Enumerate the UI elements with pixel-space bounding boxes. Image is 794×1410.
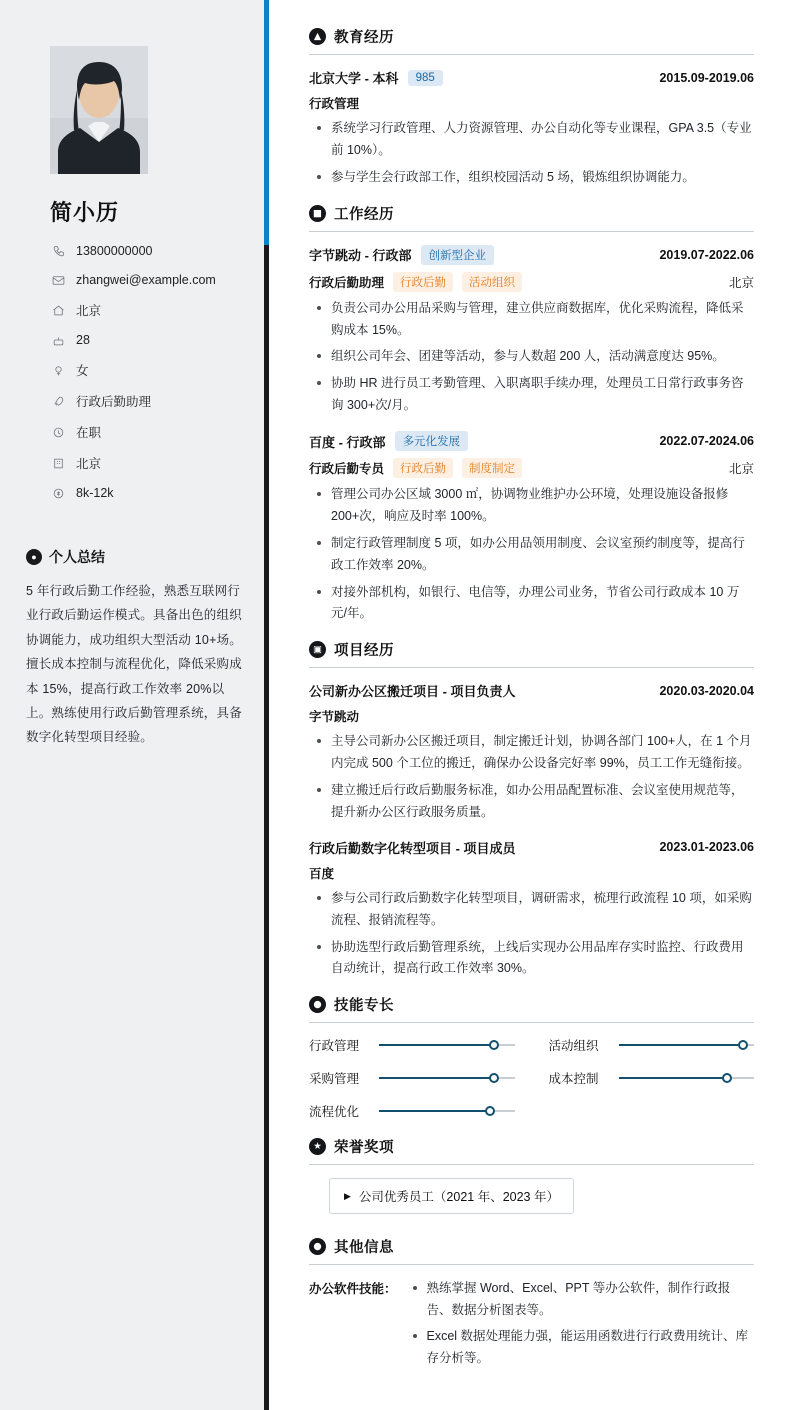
skill-badge: 活动组织 <box>462 272 522 292</box>
section-education <box>309 26 754 189</box>
bullet-list <box>397 1278 754 1370</box>
contact-value: 北京 <box>76 304 102 318</box>
section-skills <box>309 994 754 1120</box>
date-range: 2023.01-2023.06 <box>659 840 754 855</box>
home-icon <box>50 302 66 318</box>
accent-bar <box>264 0 269 245</box>
entry-header <box>309 838 754 857</box>
building-icon <box>50 455 66 471</box>
project-name: 公司新办公区搬迁项目 - 项目负责人 <box>309 684 516 700</box>
contact-list <box>50 243 243 501</box>
bullet-list <box>309 888 754 981</box>
page-title: 简小历 <box>50 200 120 225</box>
school-name: 北京大学 - 本科 <box>309 71 399 86</box>
section-title: 工作经历 <box>334 206 394 223</box>
graduation-cap-icon: ▲ <box>309 28 326 45</box>
skill-fill <box>379 1077 494 1079</box>
role-left <box>309 458 522 478</box>
contact-value: 8k-12k <box>76 486 114 500</box>
contact-item-email <box>50 272 243 288</box>
briefcase-icon: ■ <box>309 205 326 222</box>
contact-value: 在职 <box>76 426 102 440</box>
skill-icon: ● <box>309 996 326 1013</box>
skill-badge: 制度制定 <box>462 458 522 478</box>
skill-row <box>309 1102 515 1120</box>
job-location: 北京 <box>728 462 754 476</box>
skill-fill <box>379 1110 490 1112</box>
list-item: 管理公司办公区域 3000 ㎡，协调物业维护办公环境，处理设施设备报修 200+次，响应及时率 100%。 <box>311 484 754 528</box>
company-name: 字节跳动 - 行政部 <box>309 248 412 264</box>
phone-icon <box>50 243 66 259</box>
skill-fill <box>619 1044 744 1046</box>
section-work <box>309 203 754 626</box>
project-company: 字节跳动 <box>309 710 360 725</box>
project-entry <box>309 838 754 981</box>
entry-header <box>309 245 754 265</box>
award-item[interactable] <box>329 1178 574 1214</box>
skill-row <box>309 1069 515 1087</box>
skill-label: 行政管理 <box>309 1039 360 1054</box>
section-header <box>309 1236 754 1265</box>
list-item: 协助选型行政后勤管理系统，上线后实现办公用品库存实时监控、行政费用自动统计，提高行政工作效率 30%。 <box>311 937 754 981</box>
major: 行政管理 <box>309 97 360 111</box>
skill-knob[interactable] <box>485 1106 495 1116</box>
date-range: 2019.07-2022.06 <box>659 247 754 262</box>
entry-left <box>309 681 516 700</box>
date-range: 2022.07-2024.06 <box>659 434 754 448</box>
entry-left <box>309 431 468 451</box>
entry-left <box>309 68 443 87</box>
company-badge: 多元化发展 <box>395 431 469 451</box>
skill-row <box>549 1069 755 1087</box>
job-title: 行政后勤助理 <box>309 275 385 290</box>
company-badge: 创新型企业 <box>421 245 495 265</box>
status-icon <box>50 424 66 440</box>
contact-item-position <box>50 392 243 410</box>
work-entry <box>309 245 754 417</box>
award-icon: ★ <box>309 1138 326 1155</box>
skill-badge: 行政后勤 <box>393 272 453 292</box>
skills-grid <box>309 1036 754 1120</box>
list-item: 制定行政管理制度 5 项，如办公用品领用制度、会议室预约制度等，提高行政工作效率 20%。 <box>311 533 754 577</box>
project-name: 行政后勤数字化转型项目 - 项目成员 <box>309 840 516 856</box>
section-other <box>309 1236 754 1374</box>
bullet-list <box>309 118 754 189</box>
skill-slider[interactable] <box>379 1110 515 1112</box>
project-icon: ▣ <box>309 641 326 658</box>
skill-fill <box>619 1077 727 1079</box>
award-label: 公司优秀员工（2021 年、2023 年） <box>358 1190 559 1205</box>
contact-item-work-city <box>50 454 243 472</box>
skill-label: 采购管理 <box>309 1072 360 1087</box>
contact-value: 女 <box>76 364 89 378</box>
bullet-list <box>309 484 754 625</box>
entry-left <box>309 245 494 265</box>
list-item: Excel 数据处理能力强，能运用函数进行行政费用统计、库存分析等。 <box>407 1326 754 1370</box>
salary-icon <box>50 485 66 501</box>
cake-icon <box>50 332 66 348</box>
contact-item-salary <box>50 485 243 501</box>
contact-item-city <box>50 301 243 319</box>
section-header <box>309 203 754 232</box>
skill-knob[interactable] <box>489 1040 499 1050</box>
role-row <box>309 458 754 478</box>
contact-value: 北京 <box>76 457 102 471</box>
bullet-list <box>309 731 754 824</box>
contact-value: 28 <box>76 333 90 347</box>
summary-title: 个人总结 <box>49 549 105 565</box>
skill-badge: 行政后勤 <box>393 458 453 478</box>
skill-row <box>309 1036 515 1054</box>
summary-text: 5 年行政后勤工作经验，熟悉互联网行业行政后勤运作模式。具备出色的组织协调能力，成功组织大型活动 10+场。擅长成本控制与流程优化，降低采购成本 15%，提高行政工作效率 20%以上。熟练使用行政后勤管理系统，具备数字化转型项目经验。 <box>26 584 242 745</box>
contact-item-age <box>50 332 243 348</box>
rocket-icon <box>50 393 66 409</box>
date-range: 2020.03-2020.04 <box>659 683 754 698</box>
caret-right-icon: ▶ <box>344 1190 351 1201</box>
contact-value: zhangwei@example.com <box>76 273 216 287</box>
skill-slider[interactable] <box>379 1044 515 1046</box>
list-item: 负责公司办公用品采购与管理，建立供应商数据库，优化采购流程，降低采购成本 15%。 <box>311 298 754 342</box>
main-content <box>269 0 794 1410</box>
skill-row <box>549 1036 755 1054</box>
sidebar <box>0 0 269 1410</box>
section-title: 荣誉奖项 <box>334 1140 394 1157</box>
entry-header <box>309 681 754 700</box>
skill-slider[interactable] <box>619 1044 755 1046</box>
section-header <box>309 639 754 668</box>
list-item: 系统学习行政管理、人力资源管理、办公自动化等专业课程，GPA 3.5（专业前 10%）。 <box>311 118 754 162</box>
job-title: 行政后勤专员 <box>309 462 385 476</box>
skill-label: 成本控制 <box>548 1072 599 1087</box>
section-title: 项目经历 <box>334 643 394 660</box>
contact-value: 13800000000 <box>76 244 153 258</box>
contact-value: 行政后勤助理 <box>76 395 152 409</box>
skill-fill <box>379 1044 494 1046</box>
section-title: 其他信息 <box>334 1240 394 1257</box>
bullet-list <box>309 298 754 417</box>
education-entry <box>309 68 754 189</box>
project-company: 百度 <box>309 866 335 881</box>
list-item: 建立搬迁后行政后勤服务标准，如办公用品配置标准、会议室使用规范等，提升新办公区行政服务质量。 <box>311 780 754 824</box>
section-header <box>309 994 754 1023</box>
entry-header <box>309 68 754 87</box>
list-item: 参与公司行政后勤数字化转型项目，调研需求，梳理行政流程 10 项，如采购流程、报销流程等。 <box>311 888 754 932</box>
avatar <box>50 46 148 174</box>
section-header <box>309 26 754 55</box>
skill-slider[interactable] <box>619 1077 755 1079</box>
skill-label: 活动组织 <box>548 1039 599 1054</box>
contact-item-gender <box>50 361 243 379</box>
summary-heading <box>26 547 243 567</box>
section-title: 教育经历 <box>334 30 394 46</box>
entry-left <box>309 838 516 857</box>
skill-knob[interactable] <box>722 1073 732 1083</box>
list-item: 主导公司新办公区搬迁项目，制定搬迁计划，协调各部门 100+人，在 1 个月内完成 500 个工位的搬迁，确保办公设备完好率 99%，员工工作无缝衔接。 <box>311 731 754 775</box>
info-icon: ● <box>309 1238 326 1255</box>
job-location: 北京 <box>728 275 754 290</box>
contact-item-phone <box>50 243 243 259</box>
list-item: 对接外部机构，如银行、电信等，办理公司业务，节省公司行政成本 10 万元/年。 <box>311 582 754 626</box>
gender-icon <box>50 362 66 378</box>
section-projects <box>309 639 754 980</box>
work-entry <box>309 431 754 625</box>
contact-item-status <box>50 423 243 441</box>
mail-icon <box>50 272 66 288</box>
section-header <box>309 1136 754 1165</box>
project-entry <box>309 681 754 824</box>
section-title: 技能专长 <box>334 998 394 1015</box>
role-left <box>309 272 522 292</box>
status-badge: 985 <box>408 70 443 86</box>
list-item: 参与学生会行政部工作，组织校园活动 5 场，锻炼组织协调能力。 <box>311 167 754 189</box>
list-item: 熟练掌握 Word、Excel、PPT 等办公软件，制作行政报告、数据分析图表等。 <box>407 1278 754 1322</box>
skill-knob[interactable] <box>738 1040 748 1050</box>
list-item: 组织公司年会、团建等活动，参与人数超 200 人，活动满意度达 95%。 <box>311 346 754 368</box>
list-item: 协助 HR 进行员工考勤管理、入职离职手续办理，处理员工日常行政事务咨询 300+次/月。 <box>311 373 754 417</box>
date-range: 2015.09-2019.06 <box>659 70 754 85</box>
role-row <box>309 272 754 292</box>
other-label: 办公软件技能： <box>309 1282 397 1297</box>
skill-knob[interactable] <box>489 1073 499 1083</box>
skill-slider[interactable] <box>379 1077 515 1079</box>
entry-header <box>309 431 754 451</box>
skill-label: 流程优化 <box>309 1105 360 1120</box>
portrait-icon <box>50 46 148 174</box>
person-icon: ● <box>26 549 42 565</box>
other-row <box>309 1278 754 1374</box>
section-awards <box>309 1136 754 1230</box>
other-list <box>397 1278 754 1374</box>
company-name: 百度 - 行政部 <box>309 434 386 450</box>
